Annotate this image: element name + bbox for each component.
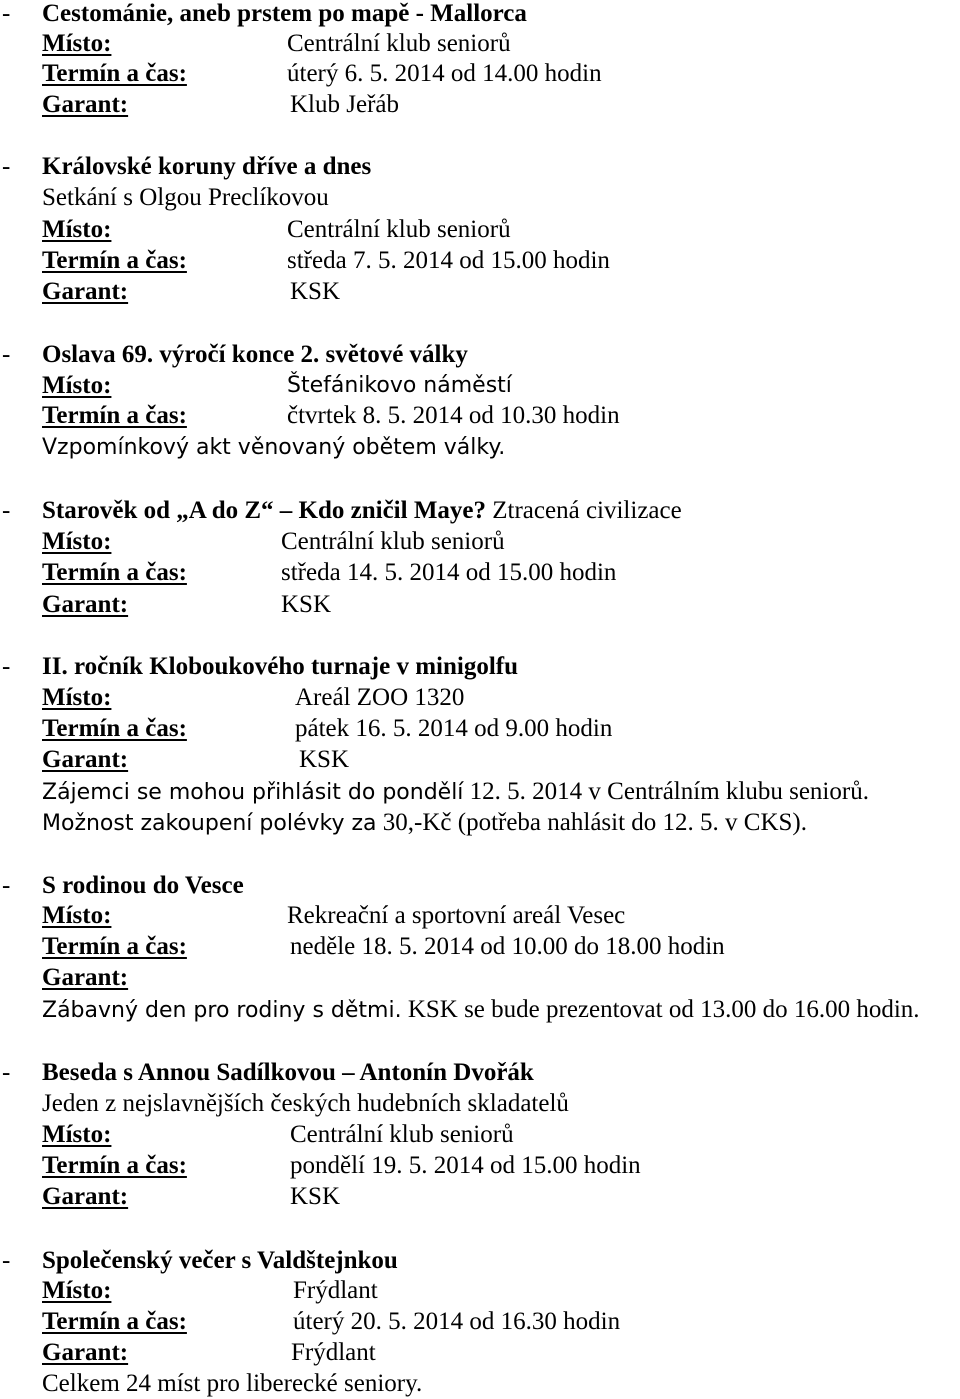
- time-value: neděle 18. 5. 2014 od 10.00 do 18.00 hodin: [290, 933, 725, 960]
- place-value: Frýdlant: [293, 1277, 378, 1304]
- garant-value: Frýdlant: [291, 1339, 376, 1366]
- time-value: čtvrtek 8. 5. 2014 od 10.30 hodin: [287, 402, 620, 429]
- garant-label: Garant:: [42, 91, 129, 118]
- place-label: Místo:: [42, 1121, 112, 1148]
- event-title: Společenský večer s Valdštejnkou: [42, 1247, 398, 1274]
- place-value: Centrální klub seniorů: [281, 528, 505, 555]
- garant-label: Garant:: [42, 746, 129, 773]
- time-value: středa 7. 5. 2014 od 15.00 hodin: [287, 247, 610, 274]
- event-subtitle: Jeden z nejslavnějších českých hudebních skladatelů: [42, 1090, 569, 1117]
- time-label: Termín a čas:: [42, 559, 187, 586]
- time-value: pondělí 19. 5. 2014 od 15.00 hodin: [290, 1152, 641, 1179]
- garant-value: Klub Jeřáb: [290, 91, 399, 118]
- time-value: úterý 20. 5. 2014 od 16.30 hodin: [293, 1308, 621, 1335]
- place-value: Centrální klub seniorů: [287, 216, 511, 243]
- list-dash: -: [2, 497, 11, 524]
- time-label: Termín a čas:: [42, 1308, 187, 1335]
- time-value: pátek 16. 5. 2014 od 9.00 hodin: [295, 715, 613, 742]
- event-title: Starověk od „A do Z“ – Kdo zničil Maye? Ztracená civilizace: [42, 497, 682, 524]
- event-title-tail: Ztracená civilizace: [492, 497, 682, 524]
- list-dash: -: [2, 872, 11, 899]
- place-label: Místo:: [42, 684, 112, 711]
- garant-value: KSK: [299, 746, 350, 773]
- place-value: Rekreační a sportovní areál Vesec: [287, 902, 626, 929]
- event-note: Zájemci se mohou přihlásit do pondělí 12. 5. 2014 v Centrálním klubu seniorů.: [42, 778, 869, 805]
- event-note: Vzpomínkový akt věnovaný obětem války.: [42, 435, 506, 460]
- event-subtitle: Setkání s Olgou Preclíkovou: [42, 184, 329, 211]
- time-label: Termín a čas:: [42, 402, 187, 429]
- garant-label: Garant:: [42, 278, 129, 305]
- time-label: Termín a čas:: [42, 1152, 187, 1179]
- event-title: Cestománie, aneb prstem po mapě - Mallorca: [42, 0, 527, 27]
- time-label: Termín a čas:: [42, 933, 187, 960]
- list-dash: -: [2, 653, 11, 680]
- list-dash: -: [2, 341, 11, 368]
- garant-label: Garant:: [42, 591, 129, 618]
- list-dash: -: [2, 153, 11, 180]
- place-label: Místo:: [42, 372, 112, 399]
- list-dash: -: [2, 1247, 11, 1274]
- list-dash: -: [2, 0, 11, 27]
- place-label: Místo:: [42, 902, 112, 929]
- place-label: Místo:: [42, 1277, 112, 1304]
- event-note: Možnost zakoupení polévky za 30,-Kč (potřeba nahlásit do 12. 5. v CKS).: [42, 809, 807, 836]
- event-title: Královské koruny dříve a dnes: [42, 153, 372, 180]
- place-value: Areál ZOO 1320: [295, 684, 465, 711]
- garant-label: Garant:: [42, 1183, 129, 1210]
- event-title: Oslava 69. výročí konce 2. světové války: [42, 341, 468, 368]
- garant-value: KSK: [290, 1183, 341, 1210]
- time-value: úterý 6. 5. 2014 od 14.00 hodin: [287, 60, 602, 87]
- garant-value: KSK: [290, 278, 341, 305]
- place-label: Místo:: [42, 30, 112, 57]
- time-label: Termín a čas:: [42, 715, 187, 742]
- place-label: Místo:: [42, 528, 112, 555]
- garant-value: KSK: [281, 591, 332, 618]
- list-dash: -: [2, 1059, 11, 1086]
- place-value: Centrální klub seniorů: [287, 30, 511, 57]
- time-label: Termín a čas:: [42, 60, 187, 87]
- event-note: Celkem 24 míst pro liberecké seniory.: [42, 1370, 423, 1397]
- event-title: Beseda s Annou Sadílkovou – Antonín Dvořák: [42, 1059, 534, 1086]
- garant-label: Garant:: [42, 964, 129, 991]
- place-label: Místo:: [42, 216, 112, 243]
- place-value: Štefánikovo náměstí: [287, 373, 512, 398]
- time-label: Termín a čas:: [42, 247, 187, 274]
- event-title: II. ročník Kloboukového turnaje v minigolfu: [42, 653, 519, 680]
- time-value: středa 14. 5. 2014 od 15.00 hodin: [281, 559, 617, 586]
- event-title: S rodinou do Vesce: [42, 872, 244, 899]
- event-note: Zábavný den pro rodiny s dětmi. KSK se bude prezentovat od 13.00 do 16.00 hodin.: [42, 996, 920, 1023]
- place-value: Centrální klub seniorů: [290, 1121, 514, 1148]
- garant-label: Garant:: [42, 1339, 129, 1366]
